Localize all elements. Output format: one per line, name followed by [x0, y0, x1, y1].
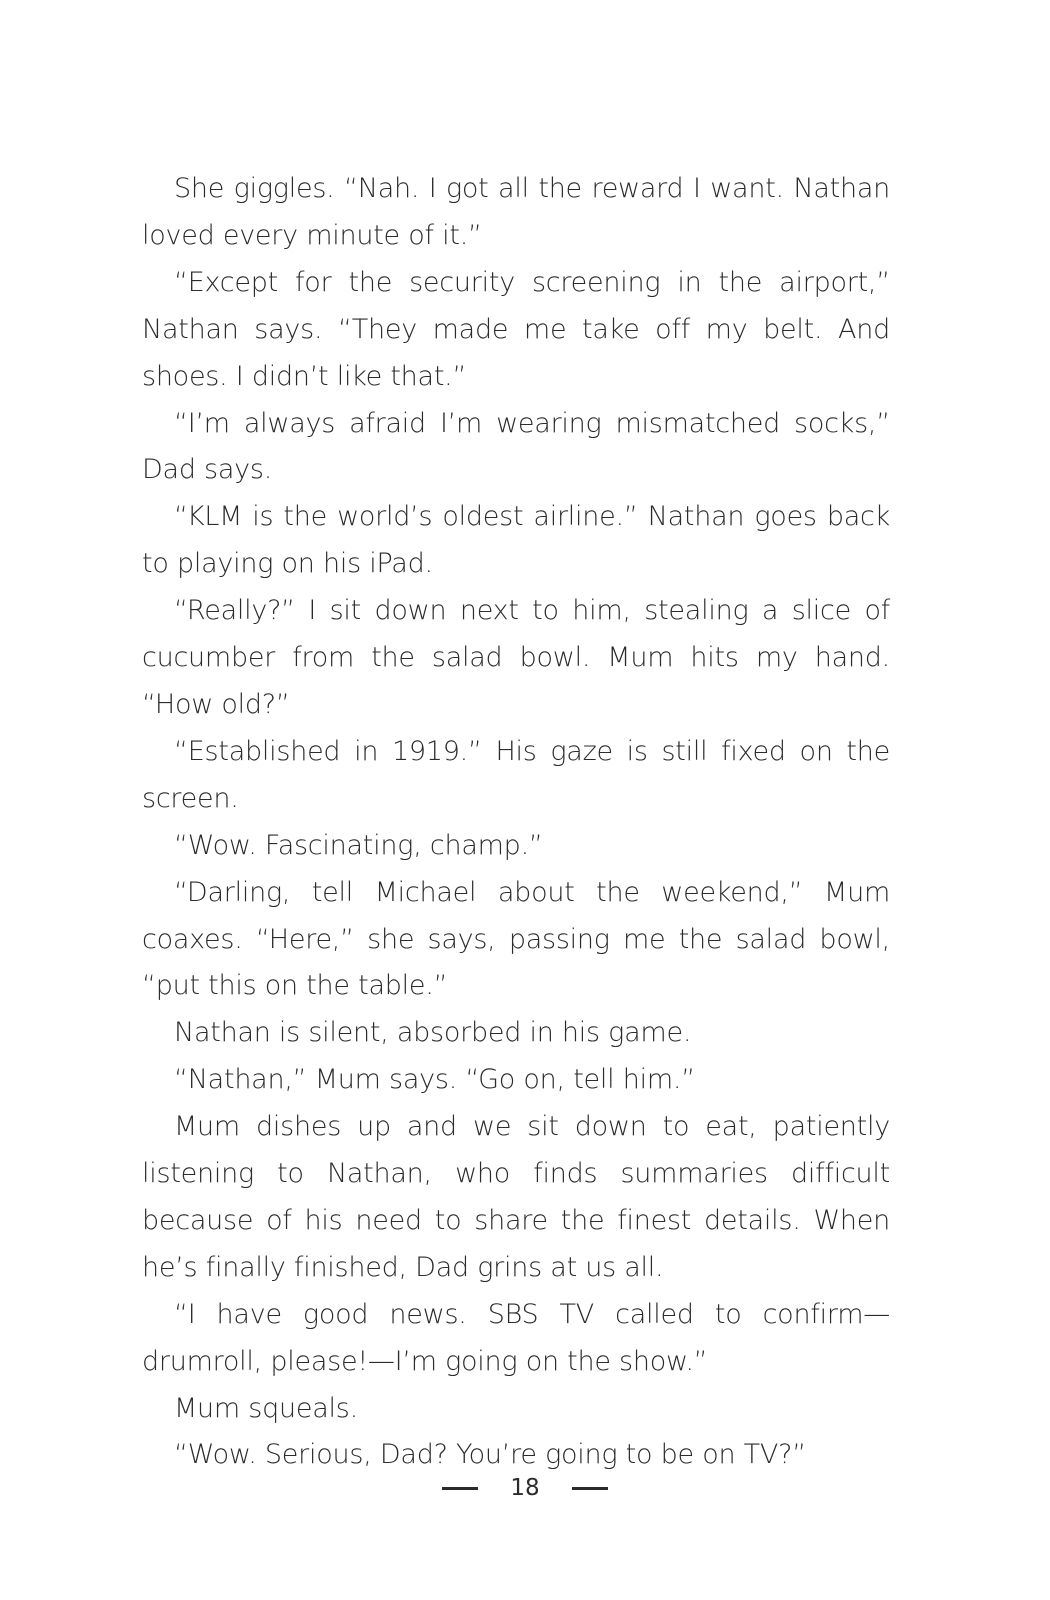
- paragraph: “I’m always afraid I’m wearing mismatched socks,” Dad says.: [142, 407, 890, 486]
- paragraph: “I have good news. SBS TV called to confirm—drumroll, please!—I’m going on the show.”: [142, 1298, 890, 1377]
- paragraph: “Except for the security screening in the airport,” Nathan says. “They made me take off my belt. And shoes. I didn’t like that.”: [142, 266, 890, 392]
- paragraph: Mum squeals.: [174, 1392, 358, 1424]
- paragraph: “Wow. Serious, Dad? You’re going to be on TV?”: [174, 1439, 806, 1471]
- page-number: 18: [510, 1475, 540, 1501]
- paragraph: Nathan is silent, absorbed in his game.: [174, 1017, 692, 1049]
- paragraph: “Darling, tell Michael about the weekend,” Mum coaxes. “Here,” she says, passing me the salad bowl, “put this on the table.”: [142, 876, 890, 1002]
- paragraph: “Really?” I sit down next to him, stealing a slice of cucumber from the salad bowl. Mum hits my hand. “How old?”: [142, 595, 890, 720]
- footer-rule-right: [572, 1487, 608, 1490]
- paragraph: “Nathan,” Mum says. “Go on, tell him.”: [174, 1064, 695, 1096]
- paragraph: “Established in 1919.” His gaze is still fixed on the screen.: [142, 735, 890, 814]
- paragraph: “Wow. Fascinating, champ.”: [174, 829, 543, 861]
- paragraph: Mum dishes up and we sit down to eat, patiently listening to Nathan, who finds summaries difficult because of his need to share the finest details. When he’s finally finished, Dad grins at us all.: [142, 1111, 890, 1283]
- page-body-text: [142, 166, 890, 1479]
- paragraph: “KLM is the world’s oldest airline.” Nathan goes back to playing on his iPad.: [142, 501, 890, 580]
- page-footer: [0, 1470, 1050, 1506]
- paragraph: She giggles. “Nah. I got all the reward I want. Nathan loved every minute of it.”: [142, 173, 890, 251]
- footer-rule-left: [442, 1487, 478, 1490]
